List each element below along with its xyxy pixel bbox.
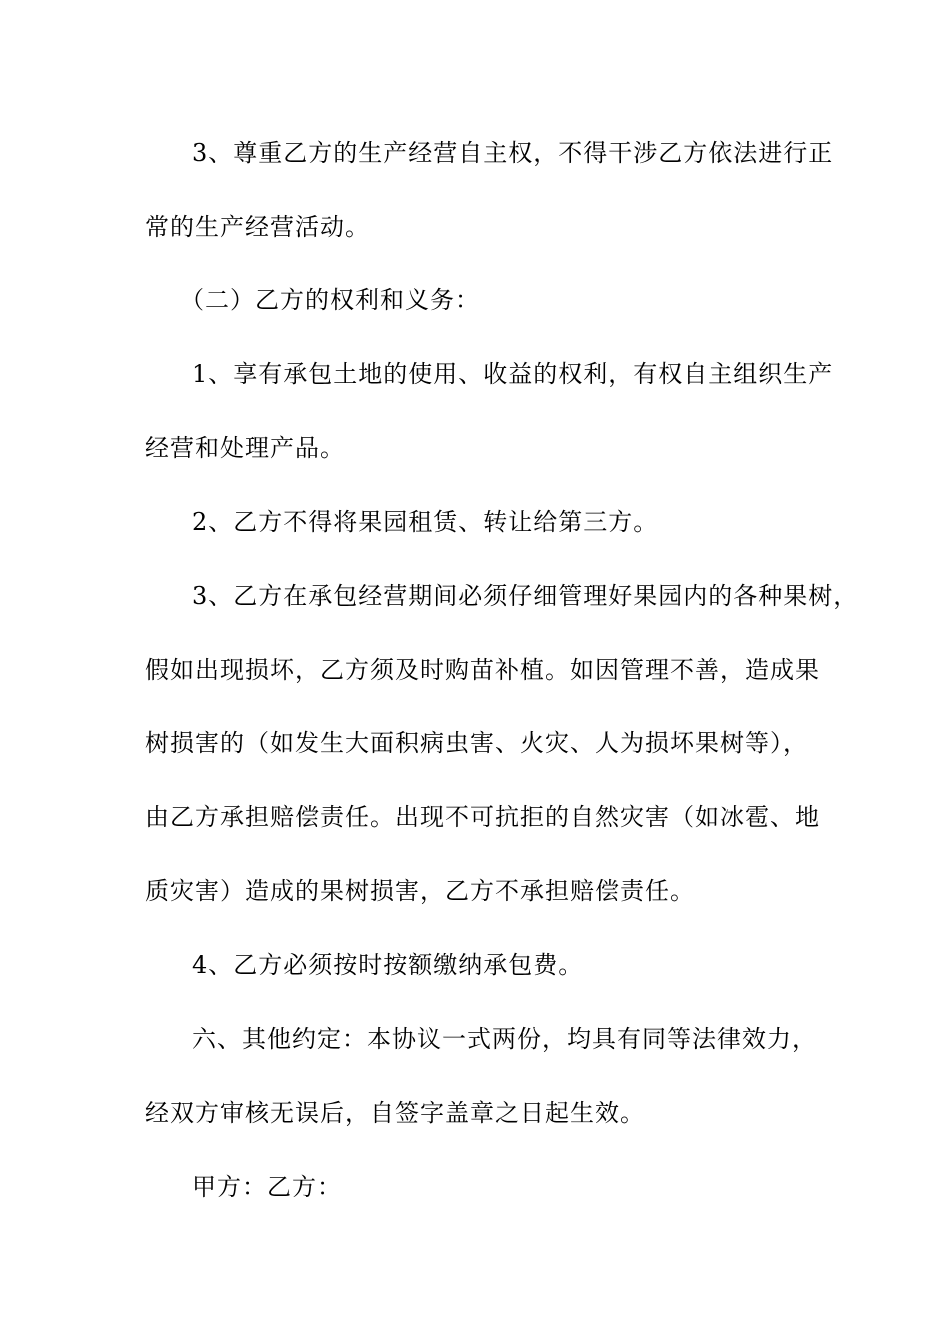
- paragraph-line: 由乙方承担赔偿责任。出现不可抗拒的自然灾害（如冰雹、地: [145, 803, 820, 831]
- paragraph-line: 假如出现损坏，乙方须及时购苗补植。如因管理不善，造成果: [145, 656, 820, 684]
- paragraph-line: 3、尊重乙方的生产经营自主权，不得干涉乙方依法进行正: [192, 139, 834, 167]
- signature-line: 甲方：乙方：: [192, 1173, 342, 1201]
- paragraph-line: 1、享有承包土地的使用、收益的权利，有权自主组织生产: [192, 360, 834, 388]
- paragraph-line: 2、乙方不得将果园租赁、转让给第三方。: [192, 508, 659, 536]
- paragraph-line: 3、乙方在承包经营期间必须仔细管理好果园内的各种果树，: [192, 582, 859, 610]
- section-heading: （二）乙方的权利和义务：: [180, 286, 480, 314]
- paragraph-line: 经双方审核无误后，自签字盖章之日起生效。: [145, 1099, 645, 1127]
- paragraph-line: 常的生产经营活动。: [145, 213, 370, 241]
- paragraph-line: 六、其他约定：本协议一式两份，均具有同等法律效力，: [192, 1025, 817, 1053]
- paragraph-line: 经营和处理产品。: [145, 434, 345, 462]
- paragraph-line: 质灾害）造成的果树损害，乙方不承担赔偿责任。: [145, 877, 695, 905]
- paragraph-line: 树损害的（如发生大面积病虫害、火灾、人为损坏果树等），: [145, 729, 808, 757]
- paragraph-line: 4、乙方必须按时按额缴纳承包费。: [192, 951, 584, 979]
